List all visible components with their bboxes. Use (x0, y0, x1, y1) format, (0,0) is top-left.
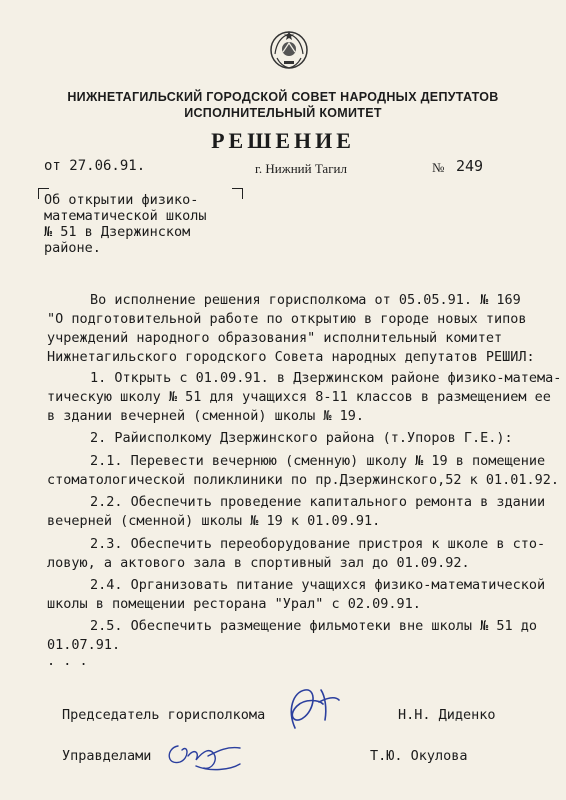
body-line: . . . (47, 653, 88, 669)
subject-line: Об открытии физико- (44, 192, 199, 208)
body-line: "О подготовительной работе по открытию в городе новых типов (47, 311, 527, 327)
council-name: НИЖНЕТАГИЛЬСКИЙ ГОРОДСКОЙ СОВЕТ НАРОДНЫХ ДЕПУТАТОВ (67, 90, 499, 104)
rsfsr-coat-of-arms-icon (267, 28, 311, 72)
body-line: Во исполнение решения горисполкома от 05.05.91. № 169 (90, 292, 521, 308)
subject-line: районе. (44, 240, 101, 256)
document-subject (44, 192, 207, 256)
body-line: 2.3. Обеспечить переоборудование пристроя к школе в сто- (90, 536, 546, 552)
body-line: вечерней (сменной) школы № 19 к 01.09.91. (47, 513, 381, 529)
chairman-role: Председатель горисполкома (62, 707, 266, 723)
chairman-signature (275, 680, 345, 735)
body-line: 2.2. Обеспечить проведение капитального ремонта в здании (90, 494, 546, 510)
document-number-prefix: № (432, 160, 445, 175)
body-line: 1. Открыть с 01.09.91. в Дзержинском районе физико-матема- (90, 370, 562, 386)
chairman-name: Н.Н. Диденко (398, 707, 496, 723)
body-line: 2.5. Обеспечить размещение фильмотеки вне школы № 51 до (90, 618, 538, 634)
body-line: 2. Райисполкому Дзержинского района (т.Упоров Г.Е.): (90, 430, 513, 446)
body-line: ловую, а актового зала в спортивный зал до 01.09.92. (47, 555, 470, 571)
secretary-name: Т.Ю. Окулова (370, 748, 468, 764)
body-line: 2.4. Организовать питание учащихся физико-математической (90, 577, 546, 593)
body-line: стоматологической поликлиники по пр.Дзержинского,52 к 01.01.92. (47, 472, 560, 488)
committee-name: ИСПОЛНИТЕЛЬНЫЙ КОМИТЕТ (184, 106, 382, 120)
subject-line: № 51 в Дзержинском (44, 224, 191, 240)
subject-bracket-right (232, 188, 243, 199)
subject-line: математической школы (44, 208, 207, 224)
secretary-signature (160, 726, 250, 776)
body-line: учреждений народного образования" исполнительный комитет (47, 330, 503, 346)
body-line: школы в помещении ресторана "Урал" с 02.09.91. (47, 596, 421, 612)
document-date: от 27.06.91. (44, 158, 146, 174)
body-line: 01.07.91. (47, 637, 121, 653)
body-line: 2.1. Перевести вечернюю (сменную) школу № 19 в помещение (90, 453, 546, 469)
document-title: РЕШЕНИЕ (211, 128, 355, 153)
secretary-role: Управделами (62, 748, 152, 764)
body-line: Нижнетагильского городского Совета народных депутатов РЕШИЛ: (47, 349, 535, 365)
document-number: 249 (456, 157, 484, 175)
body-line: в здании вечерней (сменной) школы № 19. (47, 408, 364, 424)
body-line: тическую школу № 51 для учащихся 8-11 классов в размещением ее (47, 389, 551, 405)
document-city: г. Нижний Тагил (255, 161, 347, 176)
